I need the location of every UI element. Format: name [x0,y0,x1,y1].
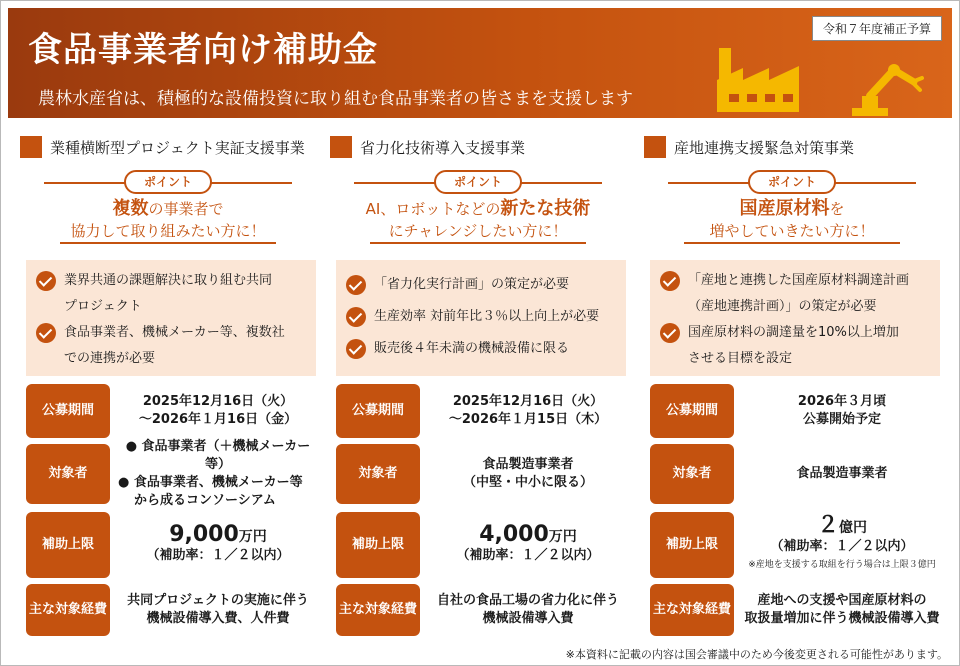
period-row [336,384,626,438]
requirement-item: 国産原材料の調達量を10%以上増加 させる目標を設定 [660,320,930,372]
period-row [26,384,316,438]
heading-square-icon [20,136,42,158]
period-end: 公募開始予定 [802,412,881,427]
period-label: 公募期間 [650,384,734,438]
point-text-line2: にチャレンジしたい方に！ [388,222,568,240]
column-heading [330,134,630,160]
expense-label: 主な 対象経費 [650,584,734,636]
point-section [20,170,316,250]
target-label: 対象者 [26,444,110,504]
point-text: の事業者で [148,200,224,218]
point-message [644,198,940,242]
limit-amount: ２ [816,512,839,538]
page-title: 食品事業者向け補助金 [28,30,378,70]
target-label: 対象者 [336,444,420,504]
point-text: AI、ロボットなどの [365,200,501,218]
requirement-item: 生産効率 対前年比３％以上向上が必要 [346,304,616,330]
program-column-2 [330,128,626,638]
program-column-3 [644,128,940,638]
check-circle-icon [660,271,680,291]
column-title: 業種横断型プロジェクト実証支援事業 [50,139,305,157]
check-circle-icon [36,323,56,343]
expense-label: 主な 対象経費 [26,584,110,636]
heading-square-icon [330,136,352,158]
point-emphasis: 複数 [112,198,149,219]
point-text: を [829,200,845,218]
point-pill: ポイント [748,170,836,194]
expense-label: 主な 対象経費 [336,584,420,636]
target-row: 対象者 食品製造事業者 （中堅・中小に限る） [336,444,626,504]
limit-amount: 4,000 [479,521,549,547]
requirement-item: 「産地と連携した国産原材料調達計画 （産地連携計画）」の策定が必要 [660,268,930,320]
robot-arm-icon [848,56,928,118]
column-heading [20,134,320,160]
period-start: 2025年12月16日（火） [452,394,604,409]
point-pill: ポイント [434,170,522,194]
budget-badge: 令和７年度補正予算 [812,16,942,41]
limit-rate: （補助率：１／２以内） [456,547,600,563]
requirement-item: 販売後４年未満の機械設備に限る [346,336,616,362]
requirements-box [650,260,940,376]
limit-row: 補助上限 4,000万円 （補助率：１／２以内） [336,512,626,578]
point-text-line2: 増やしていきたい方に！ [709,222,875,240]
point-section [330,170,626,250]
requirement-item: 業界共通の課題解決に取り組む共同 プロジェクト [36,268,306,320]
check-circle-icon [346,339,366,359]
target-row: 対象者 食品製造事業者 [650,444,940,504]
check-circle-icon [346,275,366,295]
factory-icon [713,44,803,114]
period-start: 2025年12月16日（火） [142,394,294,409]
requirements-box [26,260,316,376]
period-end: ～2026年１月15日（木） [448,412,608,427]
heading-square-icon [644,136,666,158]
column-title: 産地連携支援緊急対策事業 [674,139,855,157]
program-column-1 [20,128,316,638]
header-banner [8,8,952,118]
check-circle-icon [36,271,56,291]
expense-row: 主な 対象経費 産地への支援や国産原材料の 取扱量増加に伴う機械設備導入費 [650,584,940,636]
limit-label: 補助上限 [650,512,734,578]
page-subtitle: 農林水産省は、積極的な設備投資に取り組む食品事業者の皆さまを支援します [38,89,633,109]
point-text-line2: 協力して取り組みたい方に！ [70,222,266,240]
limit-label: 補助上限 [336,512,420,578]
target-row: 対象者 ● 食品事業者（＋機械メーカー等） ● 食品事業者、機械メーカー等 から成るコンソーシアム [26,444,316,504]
point-section [644,170,940,250]
limit-rate: （補助率：１／２以内） [770,538,914,554]
requirement-item: 「省力化実行計画」の策定が必要 [346,272,616,298]
limit-row: 補助上限 9,000万円 （補助率：１／２以内） [26,512,316,578]
period-label: 公募期間 [336,384,420,438]
point-message [20,198,316,242]
period-label: 公募期間 [26,384,110,438]
limit-row: 補助上限 ２億円 （補助率：１／２以内） ※産地を支援する取組を行う場合は上限３億円 [650,512,940,578]
period-start: 2026年３月頃 [797,394,887,409]
point-emphasis: 国産原材料 [739,198,830,219]
check-circle-icon [660,323,680,343]
requirements-box [336,260,626,376]
limit-rate: （補助率：１／２以内） [146,547,290,563]
limit-amount: 9,000 [169,521,239,547]
expense-row: 主な 対象経費 自社の食品工場の省力化に伴う 機械設備導入費 [336,584,626,636]
point-pill: ポイント [124,170,212,194]
point-emphasis: 新たな技術 [500,198,591,219]
limit-label: 補助上限 [26,512,110,578]
expense-row: 主な 対象経費 共同プロジェクトの実施に伴う 機械設備導入費、人件費 [26,584,316,636]
column-title: 省力化技術導入支援事業 [360,139,526,157]
footnote: ※本資料に記載の内容は国会審議中のため今後変更される可能性があります。 [565,648,948,661]
period-end: ～2026年１月16日（金） [138,412,298,427]
target-label: 対象者 [650,444,734,504]
point-message [330,198,626,242]
check-circle-icon [346,307,366,327]
period-row [650,384,940,438]
requirement-item: 食品事業者、機械メーカー等、複数社 での連携が必要 [36,320,306,372]
limit-note: ※産地を支援する取組を行う場合は上限３億円 [748,559,936,570]
column-heading [644,134,944,160]
